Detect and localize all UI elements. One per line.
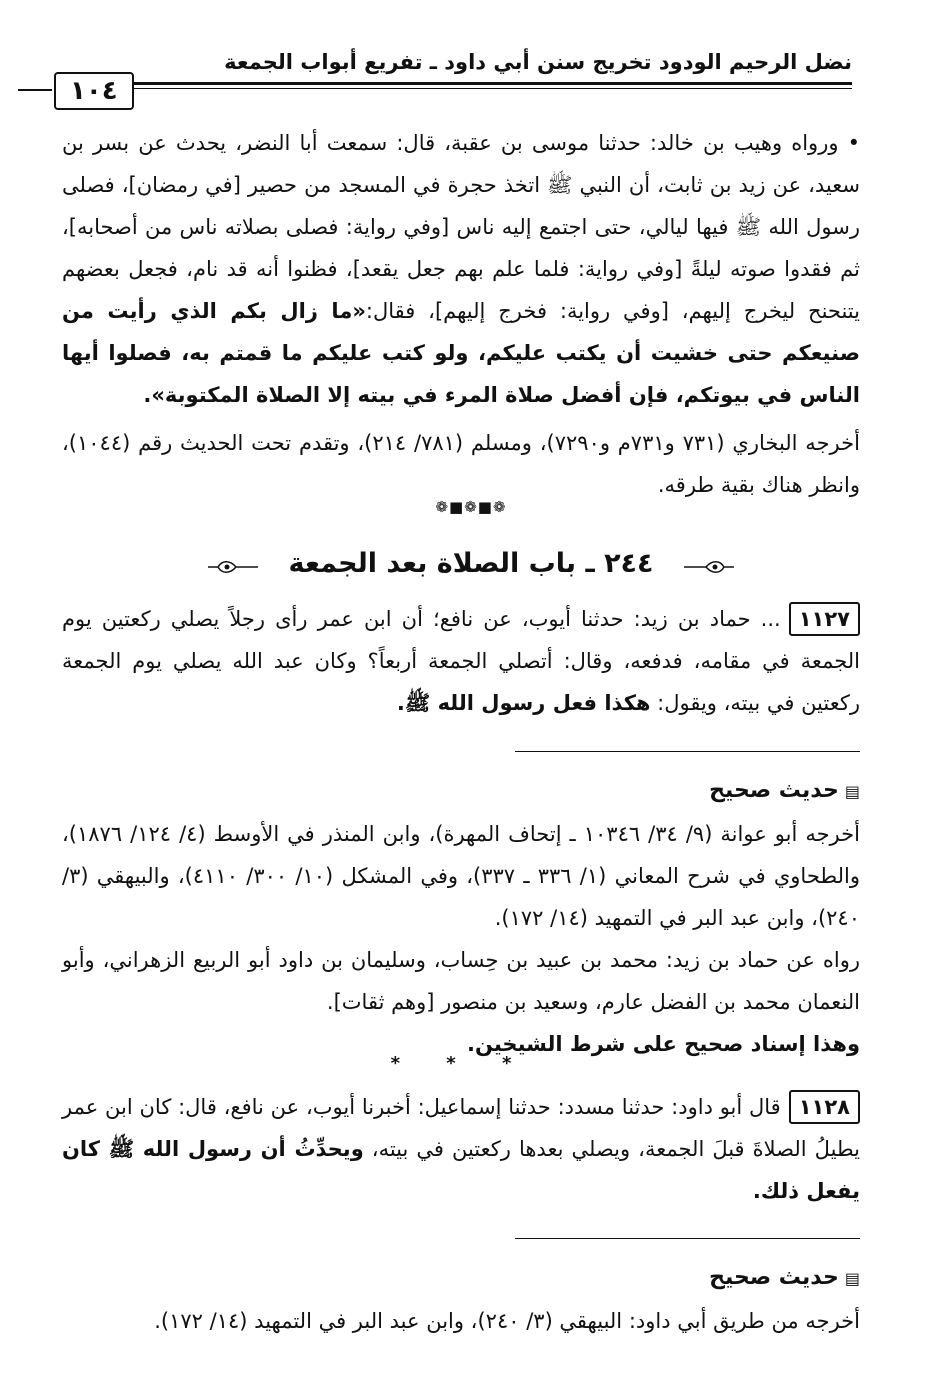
hadith-paragraph bbox=[62, 1086, 860, 1212]
header-rule-thin bbox=[60, 88, 852, 89]
isnad-verdict: وهذا إسناد صحيح على شرط الشيخين. bbox=[466, 1032, 860, 1056]
grading-block bbox=[62, 770, 860, 1065]
hadith-number: ١١٢٨ bbox=[789, 1090, 860, 1124]
hadith-text: قال أبو داود: حدثنا مسدد: حدثنا إسماعيل: أخبرنا أيوب، عن نافع، قال: كان ابن عمر يطيلُ الصلاةَ قبلَ الجمعة، ويصلي بعدها ركعتين في بيته، bbox=[62, 1095, 860, 1161]
hadith-text-bold: هكذا فعل رسول الله ﷺ. bbox=[396, 691, 651, 715]
verdict-heading bbox=[62, 1257, 860, 1300]
narration-text: • ورواه وهيب بن خالد: حدثنا موسى بن عقبة، قال: سمعت أبا النضر، يحدث عن بسر بن سعيد، عن زيد بن ثابت، أن النبي ﷺ اتخذ حجرة في المسجد من حصير [في رمضان]، فصلى رسول الله ﷺ فيها ليالي، حتى اجتمع إليه ناس [وفي رواية: فصلى بصلاته ناس من أصحابه]، ثم فقدوا صوته ليلةً [وفي رواية: فلما علم بهم جعل يقعد]، فظنوا أنه قد نام، فجعل بعضهم يتنحنح ليخرج إليهم، [وفي رواية: فخرج إليهم]، فقال: bbox=[62, 131, 860, 323]
takhrij-paragraph: أخرجه من طريق أبي داود: البيهقي (٣/ ٢٤٠)، وابن عبد البر في التمهيد (١٤/ ١٧٢). bbox=[154, 1309, 860, 1333]
footnote-rule bbox=[515, 1238, 860, 1239]
chapter-heading bbox=[0, 548, 942, 579]
takhrij-paragraph: أخرجه البخاري (٧٣١ و٧٣١م و٧٢٩٠)، ومسلم (٧٨١/ ٢١٤)، وتقدم تحت الحديث رقم (١٠٤٤)، وانظر هناك بقية طرقه. bbox=[62, 431, 860, 497]
hadith-1127 bbox=[62, 598, 860, 724]
grading-block bbox=[62, 1257, 860, 1342]
narrators-paragraph: رواه عن حماد بن زيد: محمد بن عبيد بن حِساب، وسليمان بن داود أبو الربيع الزهراني، وأبو النعمان محمد بن الفضل عارم، وسعيد بن منصور [وهم ثقات]. bbox=[62, 948, 860, 1014]
hadith-text-bold: ويحدِّثُ أن رسول الله ﷺ كان يفعل ذلك. bbox=[62, 1137, 860, 1203]
verdict-label: حديث صحيح bbox=[709, 778, 839, 803]
takhrij-paragraph: أخرجه أبو عوانة (٩/ ٣٤/ ١٠٣٤٦ ـ إتحاف المهرة)، وابن المنذر في الأوسط (٤/ ١٢٤/ ١٨٧٦)، والطحاوي في شرح المعاني (١/ ٣٣٦ ـ ٣٣٧)، وفي المشكل (١٠/ ٣٠٠/ ٤١١٠)، والبيهقي (٣/ ٢٤٠)، وابن عبد البر في التمهيد (١٤/ ١٧٢). bbox=[62, 822, 860, 930]
hadith-paragraph bbox=[62, 598, 860, 724]
page-number: ١٠٤ bbox=[54, 72, 134, 110]
narration-block bbox=[62, 122, 860, 416]
hadith-number: ١١٢٧ bbox=[789, 602, 860, 636]
section-divider-ornament: ❁■❁■❁ bbox=[435, 498, 507, 516]
running-header bbox=[60, 46, 852, 106]
ornament-right-icon bbox=[684, 558, 734, 576]
footnote-rule bbox=[515, 751, 860, 752]
narration-paragraph bbox=[62, 122, 860, 416]
hadith-1128 bbox=[62, 1086, 860, 1212]
chapter-title: ٢٤٤ ـ باب الصلاة بعد الجمعة bbox=[288, 548, 654, 579]
stars-separator bbox=[62, 1046, 860, 1082]
ornament-left-icon bbox=[208, 558, 258, 576]
verdict-label: حديث صحيح bbox=[709, 1265, 839, 1290]
book-icon: ▤ bbox=[844, 782, 860, 801]
header-title: نضل الرحيم الودود تخريج سنن أبي داود ـ تفريع أبواب الجمعة bbox=[224, 50, 852, 74]
prophet-saying: «ما زال بكم الذي رأيت من صنيعكم حتى خشيت أن يكتب عليكم، ولو كتب عليكم ما قمتم به، فصلوا أيها الناس في بيوتكم، فإن أفضل صلاة المرء في بيته إلا الصلاة المكتوبة». bbox=[62, 299, 860, 407]
header-rule bbox=[60, 82, 852, 85]
book-icon: ▤ bbox=[844, 1269, 860, 1288]
hadith-text: ... حماد بن زيد: حدثنا أيوب، عن نافع؛ أن ابن عمر رأى رجلاً يصلي ركعتين يوم الجمعة في مقامه، فدفعه، وقال: أتصلي الجمعة أربعاً؟ وكان عبد الله يصلي يوم الجمعة ركعتين في بيته، ويقول: bbox=[62, 607, 860, 715]
stars-text: * * * bbox=[390, 1053, 532, 1074]
verdict-heading bbox=[62, 770, 860, 813]
takhrij-block bbox=[62, 422, 860, 506]
